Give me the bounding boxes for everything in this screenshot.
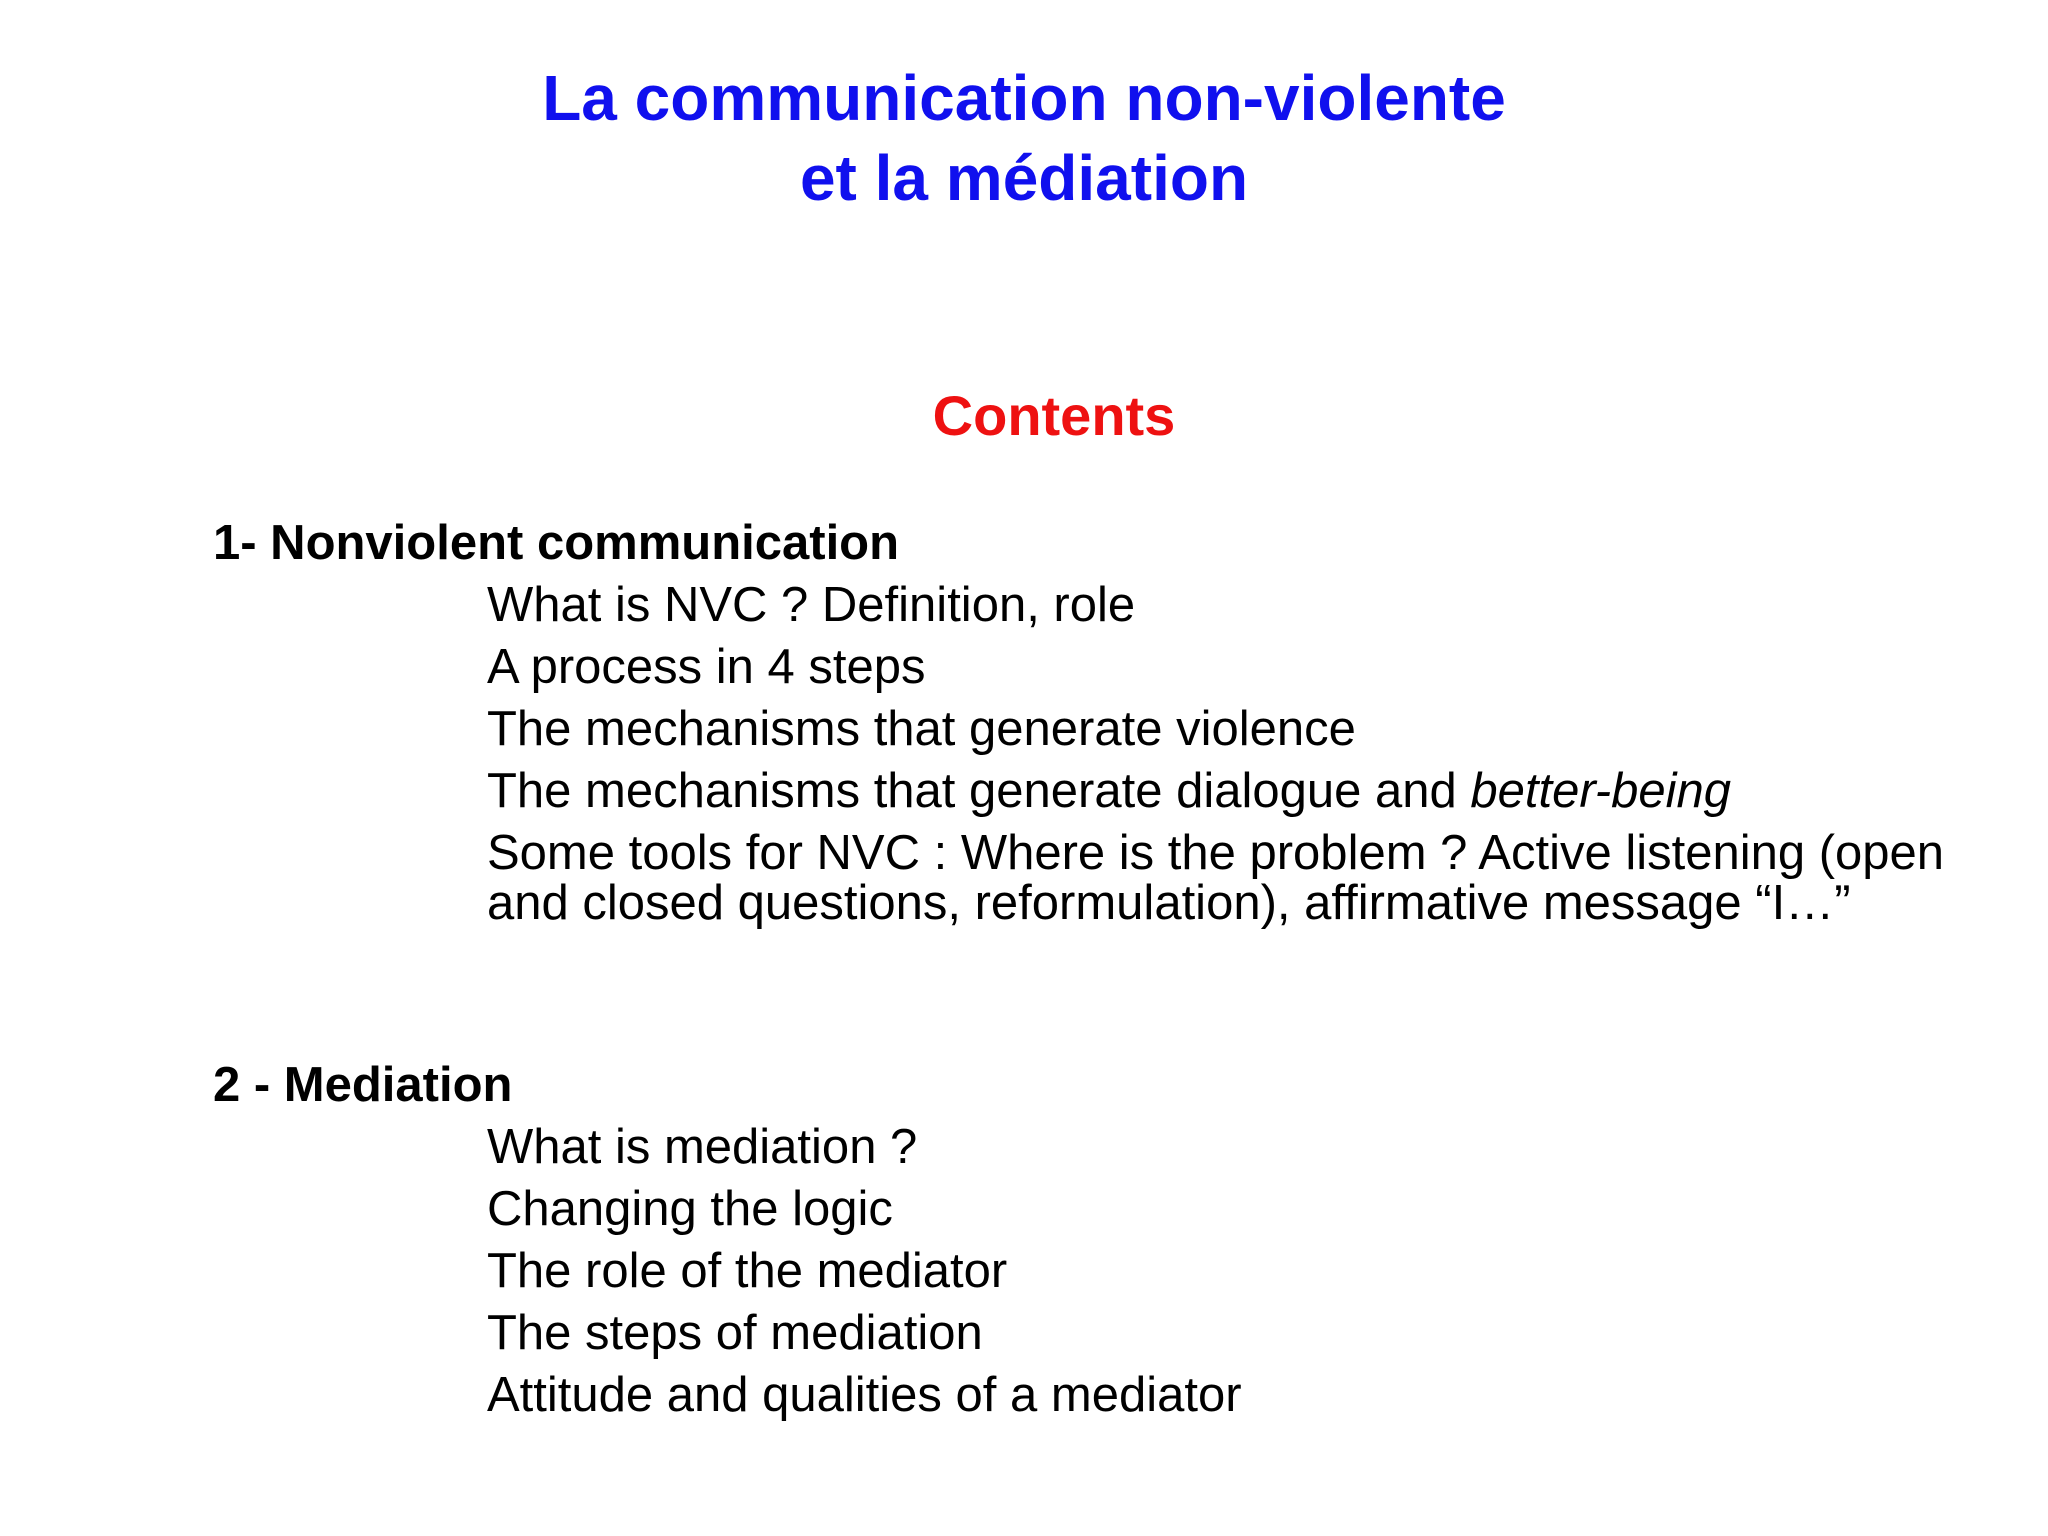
list-item: The mechanisms that generate violence — [487, 702, 1356, 756]
title-line-1: La communication non-violente — [542, 62, 1506, 134]
list-item: What is mediation ? — [487, 1120, 918, 1174]
list-item: Some tools for NVC : Where is the problem ? Active listening (open and closed questions, reformulation), affirmative message “I…” — [487, 826, 1945, 930]
section-items-nonviolent-communication — [487, 574, 2007, 928]
list-item: Changing the logic — [487, 1182, 893, 1236]
list-item: The mechanisms that generate dialogue and better-being — [487, 764, 1731, 818]
list-item: The steps of mediation — [487, 1306, 983, 1360]
section-heading-nonviolent-communication: 1- Nonviolent communication — [213, 516, 900, 570]
section-items-mediation — [487, 1116, 2007, 1426]
section-heading-mediation: 2 - Mediation — [213, 1058, 513, 1112]
slide-title — [0, 58, 2048, 218]
list-item: The role of the mediator — [487, 1244, 1008, 1298]
list-item: A process in 4 steps — [487, 640, 926, 694]
contents-heading: Contents — [932, 384, 1176, 447]
list-item: Attitude and qualities of a mediator — [487, 1368, 1242, 1422]
list-item: What is NVC ? Definition, role — [487, 578, 1136, 632]
italic-term: better-being — [1470, 764, 1731, 818]
title-line-2: et la médiation — [799, 142, 1249, 214]
